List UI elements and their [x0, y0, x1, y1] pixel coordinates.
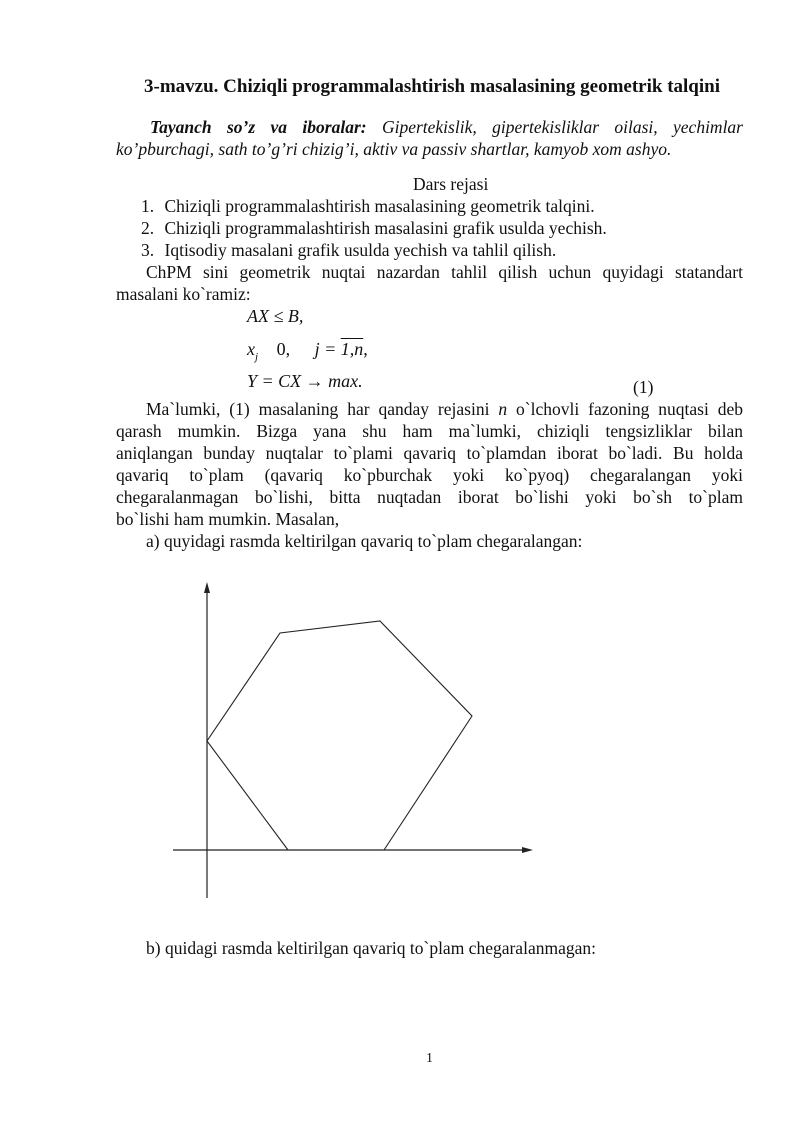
formula-range: 1,n — [340, 339, 364, 359]
keywords-line-2: ko’pburchagi, sath to’g’ri chizig’i, aktiv va passiv shartlar, kamyob xom ashyo. — [116, 139, 672, 159]
para-line-1-n: n — [498, 399, 508, 419]
formula-x: x — [247, 339, 255, 359]
caption-b: b) quidagi rasmda keltirilgan qavariq to`plam chegaralanmagan: — [146, 938, 596, 958]
para-line-4: qavariq to`plam (qavariq ko`pburchak yoki ko`pyoq) chegaralangan yoki — [116, 465, 743, 485]
page-number: 1 — [426, 1051, 433, 1066]
x-axis-arrow — [522, 847, 533, 853]
para-line-3: aniqlangan bunday nuqtalar to`plami qavariq to`plamdan iborat bo`ladi. Bu holda — [116, 443, 743, 463]
para-line-1-a: Ma`lumki, (1) masalaning har qanday rejasini — [146, 399, 499, 419]
para-line-1-b: o`lchovli fazoning nuqtasi deb — [507, 399, 743, 419]
feasible-region-polygon — [207, 621, 472, 850]
keywords-label: Tayanch so’z va iboralar: — [150, 117, 367, 137]
formula-j: j = — [314, 339, 341, 359]
formula-row-3: Y = CX → max. — [247, 371, 363, 391]
caption-a: a) quyidagi rasmda keltirilgan qavariq to`plam chegaralangan: — [146, 531, 583, 551]
plan-item-number: 3. — [141, 240, 155, 260]
para-line-6: bo`lishi ham mumkin. Masalan, — [116, 509, 340, 529]
intro-line-1: ChPM sini geometrik nuqtai nazardan tahlil qilish uchun quyidagi statandart — [146, 262, 743, 282]
formula-x-subscript: j — [255, 351, 259, 363]
formula-comma: , — [363, 339, 368, 359]
plan-heading: Dars rejasi — [413, 174, 489, 194]
plan-item-text: Chiziqli programmalashtirish masalasining geometrik talqini. — [164, 196, 595, 216]
formula-zero: 0, — [276, 339, 291, 359]
plan-item-text: Iqtisodiy masalani grafik usulda yechish va tahlil qilish. — [164, 240, 557, 260]
y-axis-arrow — [204, 582, 210, 593]
formula-number: (1) — [633, 377, 654, 397]
intro-line-2: masalani ko`ramiz: — [116, 284, 251, 304]
plan-item-number: 2. — [141, 218, 155, 238]
para-line-2: qarash mumkin. Bizga yana shu ham ma`lumki, chiziqli tengsizliklar bilan — [116, 421, 743, 441]
plan-item-text: Chiziqli programmalashtirish masalasini grafik usulda yechish. — [164, 218, 607, 238]
plan-item-number: 1. — [141, 196, 155, 216]
para-line-5: chegaralanmagan bo`lishi, bitta nuqtadan iborat bo`lishi yoki bo`sh to`plam — [116, 487, 743, 507]
keywords-text-1: Gipertekislik, gipertekisliklar oilasi, yechimlar — [381, 117, 743, 137]
formula-row-1: AX ≤ B, — [247, 306, 304, 326]
page-title: 3-mavzu. Chiziqli programmalashtirish masalasining geometrik talqini — [144, 76, 721, 97]
